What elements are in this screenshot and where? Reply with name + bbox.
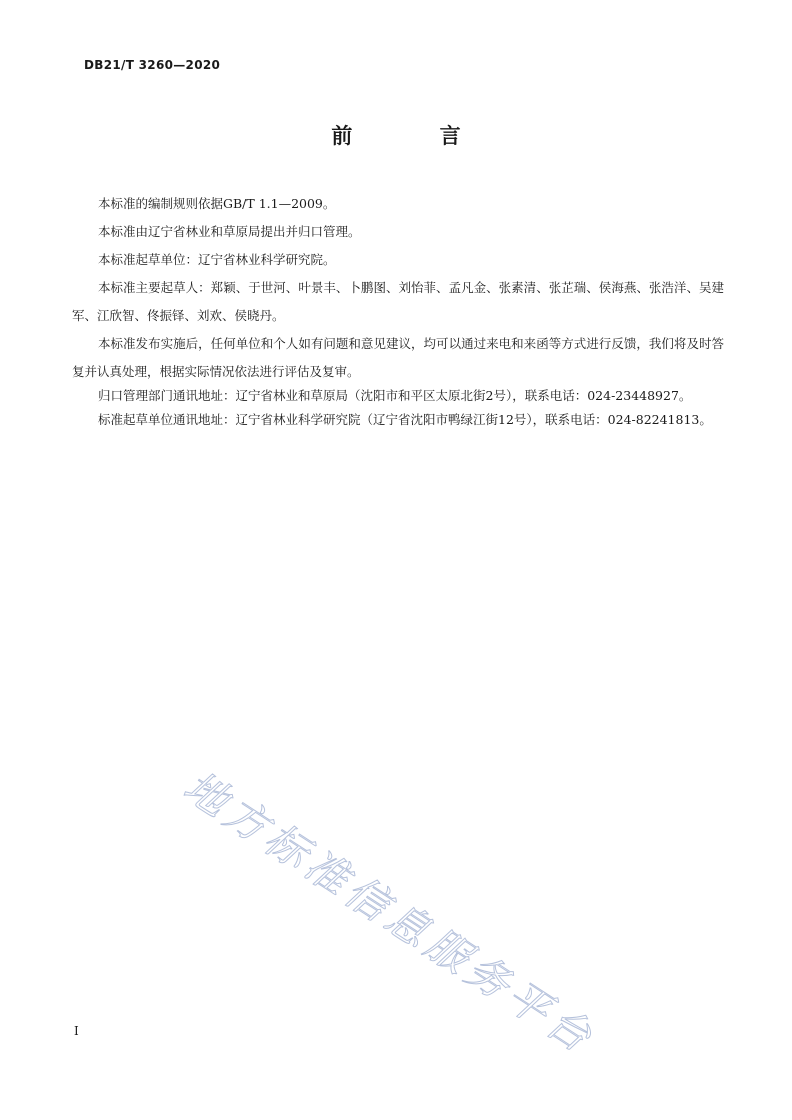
standard-code: DB21/T 3260—2020 (84, 58, 221, 72)
paragraph-drafting-rules: 本标准的编制规则依据GB/T 1.1—2009。 (98, 196, 336, 211)
paragraph-admin-address: 归口管理部门通讯地址：辽宁省林业和草原局（沈阳市和平区太原北街2号），联系电话：024-23448927。 (98, 388, 692, 403)
watermark: 地方标准信息服务平台 (175, 761, 605, 1065)
page-number: I (74, 1024, 79, 1038)
page-title: 前 言 (331, 124, 501, 148)
paragraph-proposer: 本标准由辽宁省林业和草原局提出并归口管理。 (98, 224, 361, 239)
paragraph-drafter-address: 标准起草单位通讯地址：辽宁省林业科学研究院（辽宁省沈阳市鸭绿江街12号），联系电话：024-82241813。 (98, 412, 712, 427)
paragraph-feedback: 本标准发布实施后，任何单位和个人如有问题和意见建议，均可以通过来电和来函等方式进行反馈，我们将及时答复并认真处理，根据实际情况依法进行评估及复审。 (72, 336, 724, 379)
foreword-body (72, 190, 724, 434)
paragraph-drafters: 本标准主要起草人：郑颖、于世河、叶景丰、卜鹏图、刘怡菲、孟凡金、张素清、张芷瑞、侯海燕、张浩洋、吴建军、江欣智、佟振铎、刘欢、侯晓丹。 (72, 280, 724, 323)
paragraph-drafting-unit: 本标准起草单位：辽宁省林业科学研究院。 (98, 252, 336, 267)
